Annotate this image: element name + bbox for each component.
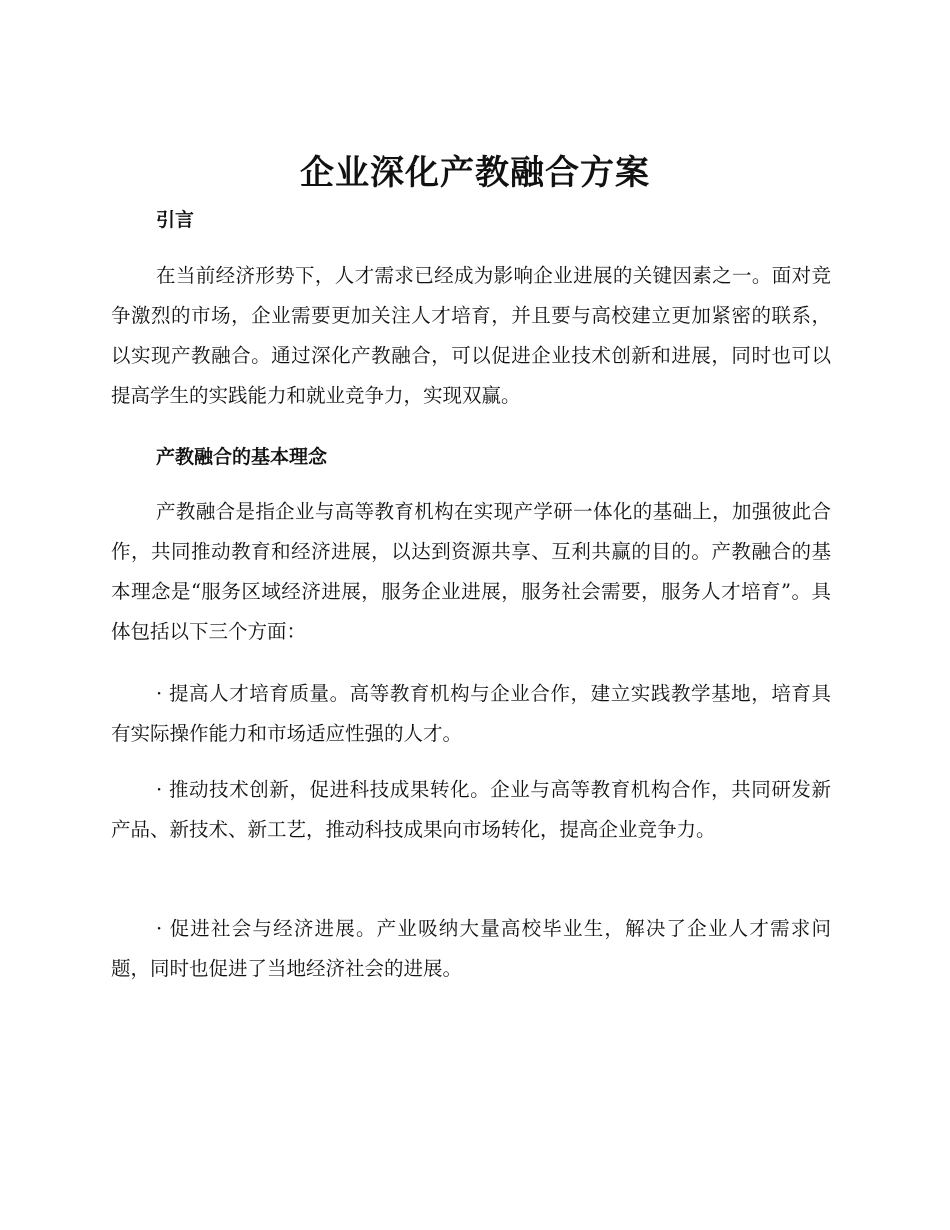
bullet-item-social: · 促进社会与经济进展。产业吸纳大量高校毕业生，解决了企业人才需求问题，同时也促进了当地经济社会的进展。	[111, 917, 831, 980]
bullet-item-innovation: · 推动技术创新，促进科技成果转化。企业与高等教育机构合作，共同研发新产品、新技术、新工艺，推动科技成果向市场转化，提高企业竞争力。	[111, 778, 831, 841]
bullet-item-talent: · 提高人才培育质量。高等教育机构与企业合作，建立实践教学基地，培育具有实际操作能力和市场适应性强的人才。	[111, 682, 831, 745]
concept-paragraph: 产教融合是指企业与高等教育机构在实现产学研一体化的基础上，加强彼此合作，共同推动教育和经济进展，以达到资源共享、互利共赢的目的。产教融合的基本理念是“服务区域经济进展，服务企业进展，服务社会需要，服务人才培育”。具体包括以下三个方面：	[111, 500, 831, 643]
section-heading-intro: 引言	[156, 209, 195, 231]
section-heading-concept: 产教融合的基本理念	[156, 446, 328, 468]
document-title: 企业深化产教融合方案	[300, 153, 650, 193]
intro-paragraph: 在当前经济形势下，人才需求已经成为影响企业进展的关键因素之一。面对竞争激烈的市场，企业需要更加关注人才培育，并且要与高校建立更加紧密的联系，以实现产教融合。通过深化产教融合，可以促进企业技术创新和进展，同时也可以提高学生的实践能力和就业竞争力，实现双赢。	[111, 264, 831, 407]
